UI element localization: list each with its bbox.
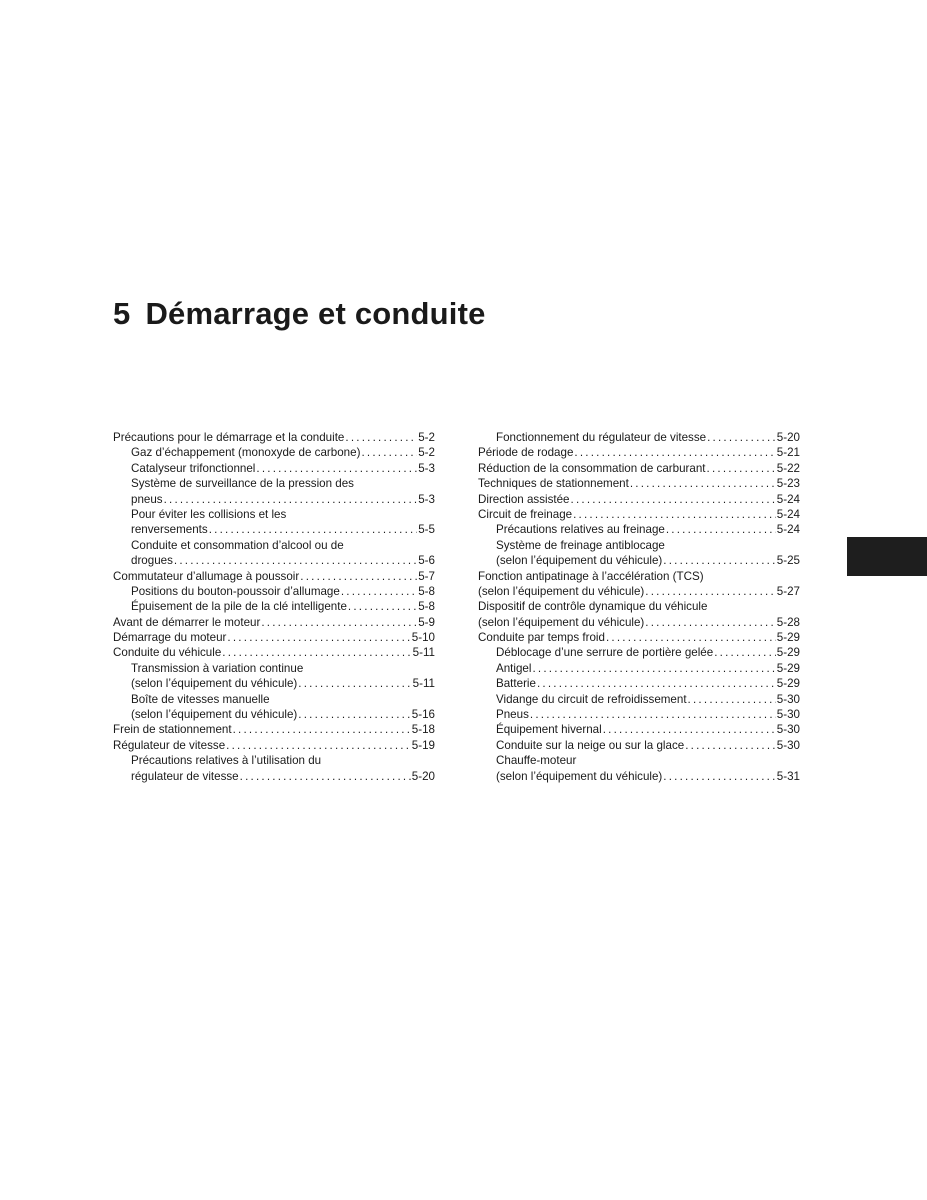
- toc-page-number: 5-30: [776, 723, 800, 737]
- toc-dot-leader: [573, 507, 776, 522]
- toc-page-number: 5-2: [418, 446, 435, 460]
- toc-entry-leader-line: [131, 769, 435, 784]
- toc-entry[interactable]: [478, 507, 800, 522]
- toc-page-number: 5-30: [776, 708, 800, 722]
- toc-entry-title: Positions du bouton-poussoir d’allumage: [131, 584, 340, 598]
- toc-entry[interactable]: [478, 599, 800, 630]
- toc-entry[interactable]: [113, 538, 435, 569]
- toc-entry-title: Démarrage du moteur: [113, 631, 227, 645]
- toc-entry-title: Réduction de la consommation de carburant: [478, 461, 706, 475]
- toc-page-number: 5-20: [776, 431, 800, 444]
- toc-entry[interactable]: [113, 692, 435, 723]
- toc-dot-leader: [714, 645, 776, 660]
- toc-entry-leader-line: [478, 445, 800, 460]
- toc-entry-leader-line: [113, 430, 435, 445]
- toc-entry-title: Épuisement de la pile de la clé intelligente: [131, 600, 347, 614]
- toc-page-number: 5-2: [418, 431, 435, 444]
- toc-entry-leader-line: [131, 445, 435, 460]
- toc-dot-leader: [630, 476, 776, 491]
- toc-entry-title-line: Transmission à variation continue: [131, 661, 304, 675]
- toc-page-number: 5-19: [411, 738, 435, 752]
- toc-entry-leader-line: [113, 569, 435, 584]
- toc-page-number: 5-24: [776, 523, 800, 537]
- toc-page-number: 5-24: [776, 507, 800, 521]
- toc-dot-leader: [530, 707, 776, 722]
- toc-dot-leader: [298, 676, 411, 691]
- toc-entry-title: Déblocage d’une serrure de portière gelée: [496, 646, 714, 660]
- toc-entry-leader-line: [113, 738, 435, 753]
- toc-entry[interactable]: [478, 492, 800, 507]
- toc-entry-title: Direction assistée: [478, 492, 570, 506]
- toc-entry-title: (selon l’équipement du véhicule): [131, 677, 298, 691]
- toc-entry-title-line: Dispositif de contrôle dynamique du véhicule: [478, 600, 708, 614]
- toc-entry[interactable]: [478, 661, 800, 676]
- toc-entry[interactable]: [113, 753, 435, 784]
- toc-dot-leader: [688, 692, 776, 707]
- toc-dot-leader: [226, 738, 411, 753]
- toc-entry-leader-line: [478, 476, 800, 491]
- toc-entry[interactable]: [478, 538, 800, 569]
- toc-dot-leader: [603, 722, 776, 737]
- toc-entry-title: Catalyseur trifonctionnel: [131, 461, 256, 475]
- toc-dot-leader: [174, 553, 417, 568]
- toc-entry-title-line: Conduite et consommation d’alcool ou de: [131, 538, 344, 552]
- toc-left-column: [113, 430, 435, 784]
- toc-dot-leader: [571, 492, 776, 507]
- toc-entry[interactable]: [113, 722, 435, 737]
- toc-entry-title-line: Système de surveillance de la pression des: [131, 477, 354, 491]
- toc-entry-leader-line: [131, 553, 435, 568]
- toc-page-number: 5-11: [412, 646, 435, 660]
- toc-dot-leader: [645, 584, 776, 599]
- toc-dot-leader: [685, 738, 776, 753]
- toc-page-number: 5-30: [776, 738, 800, 752]
- toc-entry-title-line: Chauffe-moteur: [496, 754, 577, 768]
- toc-entry-title: Pneus: [496, 708, 529, 722]
- toc-page-number: 5-23: [776, 477, 800, 491]
- toc-entry-leader-line: [496, 430, 800, 445]
- toc-entry-title: Circuit de freinage: [478, 507, 573, 521]
- toc-entry[interactable]: [478, 707, 800, 722]
- toc-entry-title: Conduite sur la neige ou sur la glace: [496, 738, 685, 752]
- toc-page-number: 5-9: [418, 615, 435, 629]
- toc-dot-leader: [348, 599, 417, 614]
- toc-page-number: 5-29: [776, 631, 800, 645]
- toc-entry[interactable]: [478, 692, 800, 707]
- toc-entry-leader-line: [131, 461, 435, 476]
- toc-entry[interactable]: [478, 722, 800, 737]
- toc-entry-leader-line: [478, 630, 800, 645]
- toc-page-number: 5-29: [776, 646, 800, 660]
- toc-dot-leader: [574, 445, 775, 460]
- toc-dot-leader: [532, 661, 775, 676]
- toc-entry-leader-line: [131, 492, 435, 507]
- toc-page-number: 5-22: [776, 461, 800, 475]
- toc-dot-leader: [222, 645, 411, 660]
- toc-entry-leader-line: [478, 615, 800, 630]
- toc-entry-title: Conduite par temps froid: [478, 631, 605, 645]
- toc-entry[interactable]: [478, 476, 800, 491]
- toc-entry-title-line: Boîte de vitesses manuelle: [131, 692, 270, 706]
- toc-page-number: 5-25: [776, 554, 800, 568]
- toc-dot-leader: [361, 445, 417, 460]
- toc-entry[interactable]: [113, 645, 435, 660]
- toc-dot-leader: [300, 569, 417, 584]
- toc-entry[interactable]: [478, 569, 800, 600]
- toc-entry[interactable]: [113, 661, 435, 692]
- toc-entry-title: Avant de démarrer le moteur: [113, 615, 261, 629]
- toc-page-number: 5-29: [776, 677, 800, 691]
- toc-entry-title: régulateur de vitesse: [131, 769, 239, 783]
- toc-dot-leader: [341, 584, 417, 599]
- toc-entry-title: Commutateur d’allumage à poussoir: [113, 569, 300, 583]
- toc-entry-leader-line: [113, 615, 435, 630]
- toc-dot-leader: [261, 615, 417, 630]
- toc-page-number: 5-6: [418, 554, 435, 568]
- toc-entry[interactable]: [113, 476, 435, 507]
- toc-page-number: 5-5: [418, 523, 435, 537]
- toc-entry-title: Équipement hivernal: [496, 723, 602, 737]
- toc-page-number: 5-8: [418, 600, 435, 614]
- toc-entry[interactable]: [113, 430, 435, 445]
- chapter-number: 5: [113, 296, 131, 331]
- toc-entry[interactable]: [113, 445, 435, 460]
- toc-entry-title-line: Précautions relatives à l’utilisation du: [131, 754, 322, 768]
- toc-entry-title: Précautions pour le démarrage et la conduite: [113, 431, 345, 444]
- toc-entry[interactable]: [113, 738, 435, 753]
- toc-entry[interactable]: [478, 461, 800, 476]
- toc-entry-title-line: Pour éviter les collisions et les: [131, 507, 287, 521]
- toc-entry-title: renversements: [131, 523, 208, 537]
- toc-entry-leader-line: [496, 707, 800, 722]
- toc-entry[interactable]: [113, 615, 435, 630]
- toc-entry[interactable]: [478, 630, 800, 645]
- toc-dot-leader: [645, 615, 776, 630]
- toc-entry-leader-line: [478, 584, 800, 599]
- toc-entry[interactable]: [113, 599, 435, 614]
- toc-dot-leader: [209, 522, 418, 537]
- toc-entry[interactable]: [113, 584, 435, 599]
- chapter-title: [113, 296, 486, 332]
- toc-page-number: 5-7: [418, 569, 435, 583]
- toc-dot-leader: [233, 722, 411, 737]
- toc-entry-leader-line: [131, 676, 435, 691]
- toc-entry[interactable]: [113, 507, 435, 538]
- toc-page-number: 5-31: [776, 769, 800, 783]
- toc-entry-leader-line: [496, 645, 800, 660]
- toc-entry-leader-line: [131, 707, 435, 722]
- toc-entry-leader-line: [113, 645, 435, 660]
- toc-entry-leader-line: [496, 692, 800, 707]
- toc-entry-title: (selon l’équipement du véhicule): [478, 584, 645, 598]
- toc-entry-title: (selon l’équipement du véhicule): [131, 708, 298, 722]
- toc-dot-leader: [663, 553, 776, 568]
- toc-entry-title: (selon l’équipement du véhicule): [496, 554, 663, 568]
- toc-entry-leader-line: [113, 722, 435, 737]
- toc-page-number: 5-18: [411, 723, 435, 737]
- toc-entry-leader-line: [478, 507, 800, 522]
- toc-dot-leader: [227, 630, 410, 645]
- toc-page-number: 5-20: [411, 769, 435, 783]
- toc-entry[interactable]: [478, 645, 800, 660]
- toc-page-number: 5-16: [411, 708, 435, 722]
- toc-page-number: 5-10: [411, 631, 435, 645]
- toc-page-number: 5-3: [418, 492, 435, 506]
- toc-page-number: 5-29: [776, 661, 800, 675]
- toc-entry-title: Gaz d’échappement (monoxyde de carbone): [131, 446, 361, 460]
- toc-entry-leader-line: [113, 630, 435, 645]
- toc-entry-title: Régulateur de vitesse: [113, 738, 226, 752]
- toc-page-number: 5-21: [776, 446, 800, 460]
- toc-dot-leader: [240, 769, 411, 784]
- toc-entry-leader-line: [478, 461, 800, 476]
- toc-entry-title: pneus: [131, 492, 163, 506]
- toc-dot-leader: [666, 522, 776, 537]
- toc-entry[interactable]: [113, 630, 435, 645]
- toc-entry-title: (selon l’équipement du véhicule): [478, 615, 645, 629]
- toc-entry[interactable]: [478, 753, 800, 784]
- toc-entry-title: Batterie: [496, 677, 536, 691]
- toc-entry-leader-line: [131, 522, 435, 537]
- chapter-title-text: Démarrage et conduite: [145, 296, 486, 331]
- toc-page-number: 5-11: [412, 677, 435, 691]
- toc-dot-leader: [606, 630, 776, 645]
- toc-entry[interactable]: [478, 676, 800, 691]
- toc-entry-leader-line: [496, 769, 800, 784]
- toc-entry-title: Conduite du véhicule: [113, 646, 222, 660]
- toc-dot-leader: [663, 769, 776, 784]
- toc-dot-leader: [707, 461, 776, 476]
- toc-entry-leader-line: [131, 599, 435, 614]
- toc-entry-title: Vidange du circuit de refroidissement: [496, 692, 687, 706]
- toc-entry[interactable]: [478, 738, 800, 753]
- toc-entry-leader-line: [496, 553, 800, 568]
- toc-right-column: [478, 430, 800, 784]
- toc-entry[interactable]: [478, 522, 800, 537]
- toc-dot-leader: [256, 461, 417, 476]
- toc-entry[interactable]: [113, 569, 435, 584]
- chapter-side-tab: [847, 537, 927, 576]
- toc-entry-title: Période de rodage: [478, 446, 574, 460]
- toc-dot-leader: [537, 676, 776, 691]
- toc-page-number: 5-27: [776, 584, 800, 598]
- toc-dot-leader: [707, 430, 776, 445]
- toc-entry-leader-line: [496, 722, 800, 737]
- toc-entry-leader-line: [496, 661, 800, 676]
- toc-entry-title-line: Fonction antipatinage à l’accélération (TCS): [478, 569, 704, 583]
- toc-entry-title: Techniques de stationnement: [478, 477, 629, 491]
- toc-page-number: 5-28: [776, 615, 800, 629]
- toc-entry[interactable]: [113, 461, 435, 476]
- toc-entry-title: Fonctionnement du régulateur de vitesse: [496, 431, 707, 444]
- toc-page-number: 5-8: [418, 584, 435, 598]
- toc-dot-leader: [345, 430, 417, 445]
- toc-entry[interactable]: [478, 445, 800, 460]
- toc-entry-leader-line: [496, 522, 800, 537]
- toc-entry-leader-line: [496, 676, 800, 691]
- toc-entry-title: Précautions relatives au freinage: [496, 523, 665, 537]
- toc-entry-title: Antigel: [496, 661, 532, 675]
- toc-entry-title-line: Système de freinage antiblocage: [496, 538, 665, 552]
- toc-entry-leader-line: [131, 584, 435, 599]
- toc-page-number: 5-30: [776, 692, 800, 706]
- toc-entry-leader-line: [496, 738, 800, 753]
- toc-entry-leader-line: [478, 492, 800, 507]
- toc-entry-title: Frein de stationnement: [113, 723, 232, 737]
- toc-entry-title: (selon l’équipement du véhicule): [496, 769, 663, 783]
- toc-entry[interactable]: [478, 430, 800, 445]
- toc-dot-leader: [164, 492, 418, 507]
- toc-dot-leader: [298, 707, 411, 722]
- toc-page-number: 5-3: [418, 461, 435, 475]
- toc-entry-title: drogues: [131, 554, 173, 568]
- toc-page-number: 5-24: [776, 492, 800, 506]
